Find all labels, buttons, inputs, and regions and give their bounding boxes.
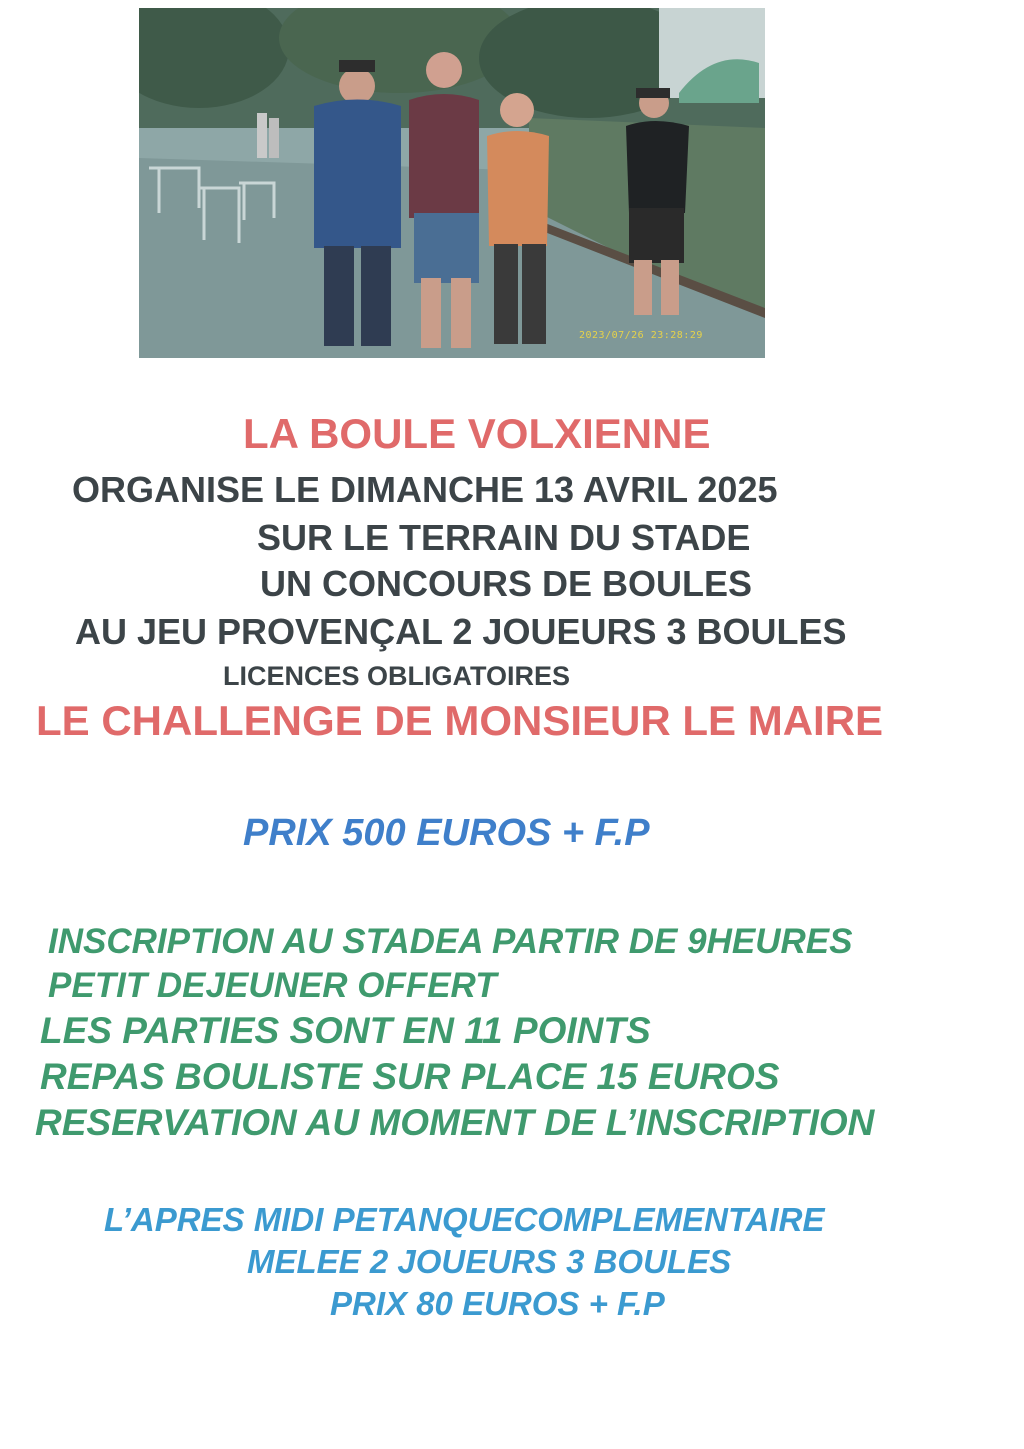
club-name: LA BOULE VOLXIENNE <box>243 410 711 457</box>
event-date: ORGANISE LE DIMANCHE 13 AVRIL 2025 <box>72 469 778 510</box>
event-location: SUR LE TERRAIN DU STADE <box>257 517 751 558</box>
detail-points: LES PARTIES SONT EN 11 POINTS <box>40 1010 651 1051</box>
challenge-title: LE CHALLENGE DE MONSIEUR LE MAIRE <box>36 697 884 744</box>
afternoon-prize: PRIX 80 EUROS + F.P <box>330 1285 665 1322</box>
main-prize: PRIX 500 EUROS + F.P <box>243 812 650 854</box>
detail-inscription: INSCRIPTION AU STADEA PARTIR DE 9HEURES <box>48 922 853 961</box>
detail-reservation: RESERVATION AU MOMENT DE L’INSCRIPTION <box>35 1102 875 1143</box>
event-photo <box>139 8 765 358</box>
game-format: AU JEU PROVENÇAL 2 JOUEURS 3 BOULES <box>75 611 847 652</box>
photo-illustration <box>139 8 765 358</box>
detail-breakfast: PETIT DEJEUNER OFFERT <box>48 966 497 1005</box>
afternoon-melee: MELEE 2 JOUEURS 3 BOULES <box>247 1243 732 1280</box>
licences-note: LICENCES OBLIGATOIRES <box>223 661 571 691</box>
detail-meal: REPAS BOULISTE SUR PLACE 15 EUROS <box>40 1056 780 1097</box>
event-type: UN CONCOURS DE BOULES <box>260 563 753 604</box>
afternoon-petanque: L’APRES MIDI PETANQUECOMPLEMENTAIRE <box>104 1201 825 1238</box>
photo-timestamp: 2023/07/26 23:28:29 <box>579 330 703 341</box>
